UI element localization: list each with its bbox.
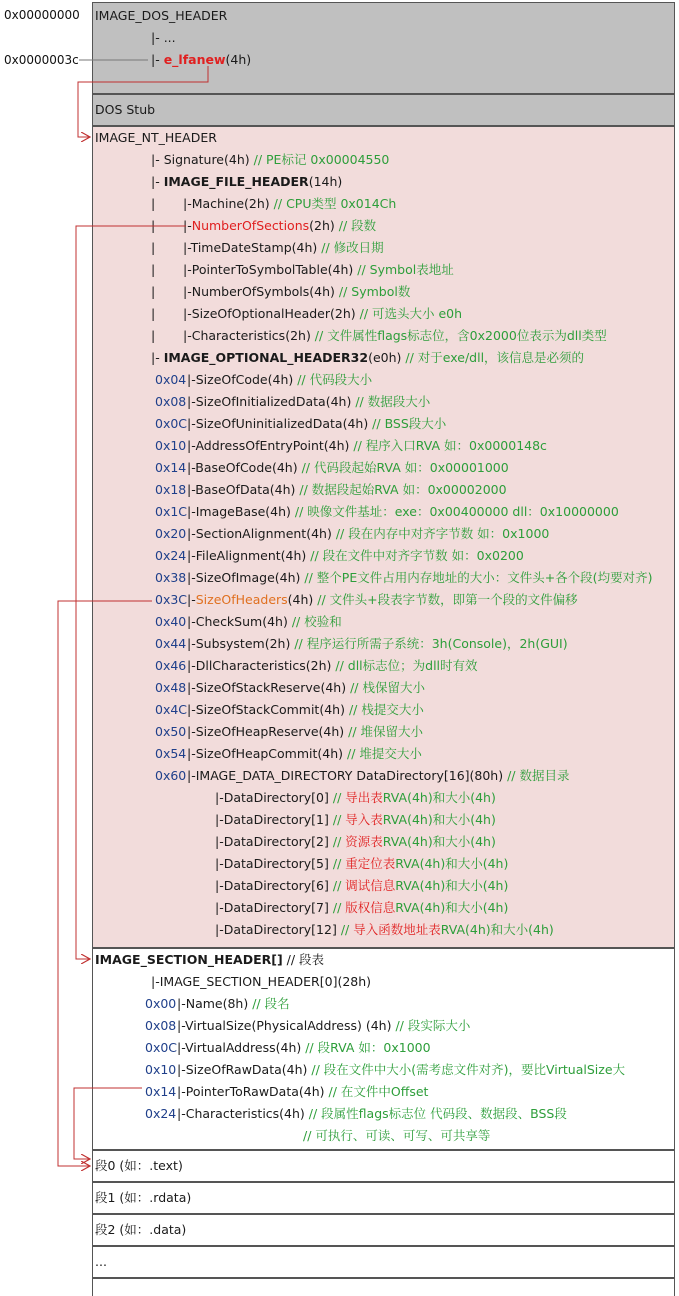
dos-stub-title: DOS Stub [95,102,156,117]
field-name: |-SizeOfStackCommit(4h) [187,702,345,717]
field-comment: // Symbol表地址 [353,262,454,277]
optional-header-field-row [155,394,431,410]
directory-type: 导入表 [345,812,383,827]
field-group [177,1040,431,1056]
comment-prefix: // [328,834,346,849]
section-header-sub: |-IMAGE_SECTION_HEADER[0](28h) [151,974,372,989]
tree-prefix: |- [183,328,192,343]
field-name: |-VirtualAddress(4h) [177,1040,302,1055]
field-offset: 0x50 [155,724,187,739]
signature-comment: // PE标记 0x00004550 [253,152,390,167]
tree-prefix: |- [183,262,192,277]
field-group [177,1084,428,1100]
signature-row [151,152,389,168]
field-comment: // dll标志位；为dll时有效 [331,658,478,673]
data-directory-row [215,900,508,916]
field-name: |-SizeOfUninitializedData(4h) [187,416,369,431]
section-header-field-row [145,996,290,1012]
field-offset: 0x08 [155,394,187,409]
file-header-field-row [151,284,411,300]
segment-tail [92,1278,675,1296]
field-offset: 0x0C [145,1040,178,1055]
size-of-headers-field: SizeOfHeaders [195,592,288,607]
file-header-size: (14h) [308,174,343,189]
field-comment: // 段RVA 如：0x1000 [301,1040,431,1055]
field-name: |-Characteristics(4h) [177,1106,305,1121]
field-group [187,702,424,718]
section-header-title-row [95,952,324,968]
field-offset: 0x14 [145,1084,177,1099]
comment-prefix: // [328,790,346,805]
comment-prefix: // [328,900,346,915]
comment-prefix: // [328,856,346,871]
field-offset: 0x10 [155,438,187,453]
directory-desc: RVA(4h)和大小(4h) [395,856,509,871]
section-header-field-row [145,1040,431,1056]
directory-type: 调试信息 [345,878,396,893]
file-header-field-row [151,306,463,322]
field-comment: // 校验和 [287,614,342,629]
comment-prefix: // [328,878,346,893]
field-comment: // 程序运行所需子系统：3h(Console)，2h(GUI) [290,636,568,651]
data-directory-name: |-DataDirectory[7] [215,900,329,915]
field-group [187,658,478,674]
file-header-row [151,174,342,190]
section-header-field-row [145,1018,471,1034]
section-header-title: IMAGE_SECTION_HEADER[] [95,952,283,967]
field-offset: 0x44 [155,636,187,651]
field-comment: // 在文件中Offset [324,1084,429,1099]
field-comment: // 修改日期 [317,240,384,255]
field-comment: // 数据段大小 [351,394,431,409]
field-group [183,218,376,234]
field-name: |-VirtualSize(PhysicalAddress) (4h) [177,1018,392,1033]
tree-bar: | [151,218,156,233]
section-header-field-row [145,1084,429,1100]
optional-header-field-row [155,416,447,432]
segment-0 [92,1150,675,1182]
field-offset: 0x24 [155,548,187,563]
optional-header-field-row [155,526,550,542]
directory-type: 导出表 [345,790,383,805]
address-label: 0x00000000 [4,8,80,22]
optional-header-field-row [155,658,478,674]
optional-header-field-row [155,504,619,520]
tree-bar: | [151,240,156,255]
field-comment: // 文件头+段表字节数，即第一个段的文件偏移 [313,592,578,607]
tree-bar: | [151,328,156,343]
segment-label: 段2 (如：.data) [95,1222,187,1237]
field-name: |-IMAGE_DATA_DIRECTORY DataDirectory[16](80h) [187,768,504,783]
optional-header-field-row [155,482,507,498]
data-directory-row [215,856,508,872]
field-name: |-SizeOfRawData(4h) [177,1062,308,1077]
field-group [183,328,607,344]
field-group [177,996,290,1012]
field-comment: // 数据段起始RVA 如：0x00002000 [295,482,507,497]
field-comment: // 段实际大小 [391,1018,471,1033]
field-group [187,394,430,410]
field-name: |-BaseOfCode(4h) [187,460,298,475]
field-group [177,1106,567,1122]
directory-type: 资源表 [345,834,383,849]
optional-header-field-row [155,372,373,388]
field-name: |-FileAlignment(4h) [187,548,307,563]
field-comment: // 整个PE文件占用内存地址的大小：文件头+各个段(均要对齐) [300,570,653,585]
optional-header-name: IMAGE_OPTIONAL_HEADER32 [163,350,369,365]
section-header-block [92,948,675,1150]
tree-bar: | [151,196,156,211]
field-group [187,460,509,476]
field-name: NumberOfSymbols(4h) [191,284,335,299]
tree-prefix: |- [151,52,164,67]
field-name: |-SectionAlignment(4h) [187,526,332,541]
field-name: |-BaseOfData(4h) [187,482,296,497]
optional-header-row [151,350,584,366]
tree-bar: | [151,284,156,299]
data-directory-name: |-DataDirectory[0] [215,790,329,805]
directory-type: 版权信息 [345,900,396,915]
field-group [187,372,372,388]
comment-prefix: // [336,922,354,937]
field-comment: // 段数 [334,218,377,233]
field-comment: // 段在内存中对齐字节数 如：0x1000 [331,526,550,541]
optional-header-field-row [155,702,424,718]
field-group [177,1062,625,1078]
directory-type: 导入函数地址表 [353,922,441,937]
field-name: |-CheckSum(4h) [187,614,288,629]
field-comment: // 段在文件中大小(需考虑文件对齐)，要比VirtualSize大 [307,1062,626,1077]
field-group [183,262,454,278]
tree-prefix: |- [183,306,192,321]
data-directory-name: |-DataDirectory[6] [215,878,329,893]
field-offset: 0x60 [155,768,187,783]
field-group [187,526,549,542]
field-name: |-SizeOfInitializedData(4h) [187,394,352,409]
nt-header-title: IMAGE_NT_HEADER [95,130,217,145]
field-offset: 0x48 [155,680,187,695]
tree-bar: | [151,306,156,321]
field-group [187,570,652,586]
directory-desc: RVA(4h)和大小(4h) [440,922,554,937]
field-name: NumberOfSections [191,218,310,233]
field-offset: 0x00 [145,996,177,1011]
field-offset: 0x38 [155,570,187,585]
optional-header-comment: // 对于exe/dll，该信息是必须的 [401,350,585,365]
optional-header-field-row [155,614,342,630]
field-group [187,636,568,652]
data-directory-name: |-DataDirectory[2] [215,834,329,849]
file-header-name: IMAGE_FILE_HEADER [163,174,309,189]
field-comment: // 段属性flags标志位 代码段、数据段、BSS段 [304,1106,567,1121]
file-header-field-row [151,328,607,344]
field-group [187,504,619,520]
field-group [187,680,425,696]
field-offset: 0x04 [155,372,187,387]
data-directory-row [215,922,554,938]
file-header-field-row [151,240,384,256]
field-comment: // 栈提交大小 [344,702,424,717]
field-group [183,196,396,212]
field-group [187,592,578,608]
optional-header-field-row [155,680,425,696]
field-comment: // 可选头大小 e0h [355,306,463,321]
field-comment: // BSS段大小 [368,416,447,431]
segment-2 [92,1214,675,1246]
field-name: |-Name(8h) [177,996,249,1011]
field-comment: // 映像文件基址：exe：0x00400000 dll：0x10000000 [290,504,619,519]
comment-prefix: // [328,812,346,827]
field-group [183,284,410,300]
tree-prefix: |- [183,218,192,233]
field-size: (4h) [225,52,252,67]
field-name: PointerToSymbolTable(4h) [191,262,354,277]
section-header-comment: // 段表 [282,952,325,967]
directory-desc: RVA(4h)和大小(4h) [382,790,496,805]
field-name: |-ImageBase(4h) [187,504,291,519]
directory-desc: RVA(4h)和大小(4h) [382,812,496,827]
address-label: 0x0000003c [4,53,79,67]
tree-prefix: |- [183,240,191,255]
field-offset: 0x4C [155,702,188,717]
field-name: Machine(2h) [191,196,270,211]
optional-header-field-row [155,460,509,476]
field-group [187,482,507,498]
field-size: (4h) [287,592,314,607]
optional-header-field-row [155,724,424,740]
directory-desc: RVA(4h)和大小(4h) [395,878,509,893]
field-comment: // 程序入口RVA 如：0x0000148c [349,438,547,453]
field-name: |-SizeOfStackReserve(4h) [187,680,347,695]
field-group [187,746,422,762]
dos-header-title: IMAGE_DOS_HEADER [95,8,228,23]
field-group [177,1018,470,1034]
file-header-field-row [151,262,454,278]
field-group [183,306,462,322]
field-name: |-Subsystem(2h) [187,636,291,651]
optional-header-field-row [155,548,524,564]
field-name: |-AddressOfEntryPoint(4h) [187,438,350,453]
dos-stub-block [92,94,675,126]
field-comment: // CPU类型 0x014Ch [269,196,397,211]
field-comment: // 段名 [248,996,290,1011]
field-comment: // 数据目录 [503,768,570,783]
field-offset: 0x0C [155,416,188,431]
field-offset: 0x24 [145,1106,177,1121]
data-directory-row [215,790,496,806]
optional-header-field-row [155,768,570,784]
segment-1 [92,1182,675,1214]
field-comment: // 栈保留大小 [346,680,425,695]
file-header-field-row [151,218,377,234]
field-comment: // 段在文件中对齐字节数 如：0x0200 [306,548,524,563]
field-group [187,724,423,740]
segment-more [92,1246,675,1278]
field-group [183,240,384,256]
dos-header-block [92,2,675,94]
field-offset: 0x14 [155,460,187,475]
signature-field: |- Signature(4h) [151,152,254,167]
data-directory-name: |-DataDirectory[1] [215,812,329,827]
field-name: SizeOfOptionalHeader(2h) [191,306,356,321]
characteristics-continuation: // 可执行、可读、可写、可共享等 [303,1128,491,1143]
field-name: |- [187,592,196,607]
optional-header-field-row [155,438,547,454]
field-name: TimeDateStamp(4h) [190,240,318,255]
field-group [187,416,446,432]
optional-header-size: (e0h) [368,350,402,365]
field-name: |-SizeOfImage(4h) [187,570,301,585]
data-directory-row [215,812,496,828]
field-group [187,438,547,454]
optional-header-field-row [155,592,578,608]
tree-prefix: |- [151,350,164,365]
field-group [187,548,524,564]
field-group [187,768,569,784]
data-directory-name: |-DataDirectory[5] [215,856,329,871]
field-group [187,614,342,630]
field-comment: // Symbol数 [334,284,411,299]
field-offset: 0x08 [145,1018,177,1033]
field-size: (2h) [309,218,335,233]
optional-header-field-row [155,570,653,586]
field-comment: // 堆提交大小 [343,746,422,761]
field-comment: // 文件属性flags标志位，含0x2000位表示为dll类型 [310,328,607,343]
field-offset: 0x3C [155,592,188,607]
tree-prefix: |- [151,174,164,189]
dos-header-ellipsis: |- ... [151,30,176,45]
segment-label: 段1 (如：.rdata) [95,1190,192,1205]
field-name: |-SizeOfHeapReserve(4h) [187,724,345,739]
directory-desc: RVA(4h)和大小(4h) [382,834,496,849]
segment-label: ... [95,1254,107,1269]
optional-header-field-row [155,636,568,652]
section-header-field-row [145,1106,567,1122]
e-lfanew-row [151,52,251,68]
field-name: |-DllCharacteristics(2h) [187,658,332,673]
file-header-field-row [151,196,397,212]
data-directory-name: |-DataDirectory[12] [215,922,337,937]
nt-header-block [92,126,675,948]
field-comment: // 代码段大小 [293,372,373,387]
field-comment: // 堆保留大小 [344,724,424,739]
e-lfanew-field: e_lfanew [163,52,226,67]
segment-label: 段0 (如：.text) [95,1158,183,1173]
tree-bar: | [151,262,156,277]
directory-desc: RVA(4h)和大小(4h) [395,900,509,915]
field-name: |-SizeOfCode(4h) [187,372,294,387]
field-offset: 0x18 [155,482,187,497]
field-comment: // 代码段起始RVA 如：0x00001000 [297,460,509,475]
section-header-field-row [145,1062,626,1078]
data-directory-row [215,878,508,894]
directory-type: 重定位表 [345,856,396,871]
field-offset: 0x1C [155,504,188,519]
field-offset: 0x54 [155,746,187,761]
field-offset: 0x40 [155,614,187,629]
field-offset: 0x46 [155,658,187,673]
field-offset: 0x10 [145,1062,177,1077]
tree-prefix: |- [183,196,192,211]
optional-header-field-row [155,746,422,762]
field-name: |-SizeOfHeapCommit(4h) [187,746,344,761]
field-offset: 0x20 [155,526,187,541]
data-directory-row [215,834,496,850]
field-name: Characteristics(2h) [191,328,311,343]
field-name: |-PointerToRawData(4h) [177,1084,325,1099]
tree-prefix: |- [183,284,192,299]
